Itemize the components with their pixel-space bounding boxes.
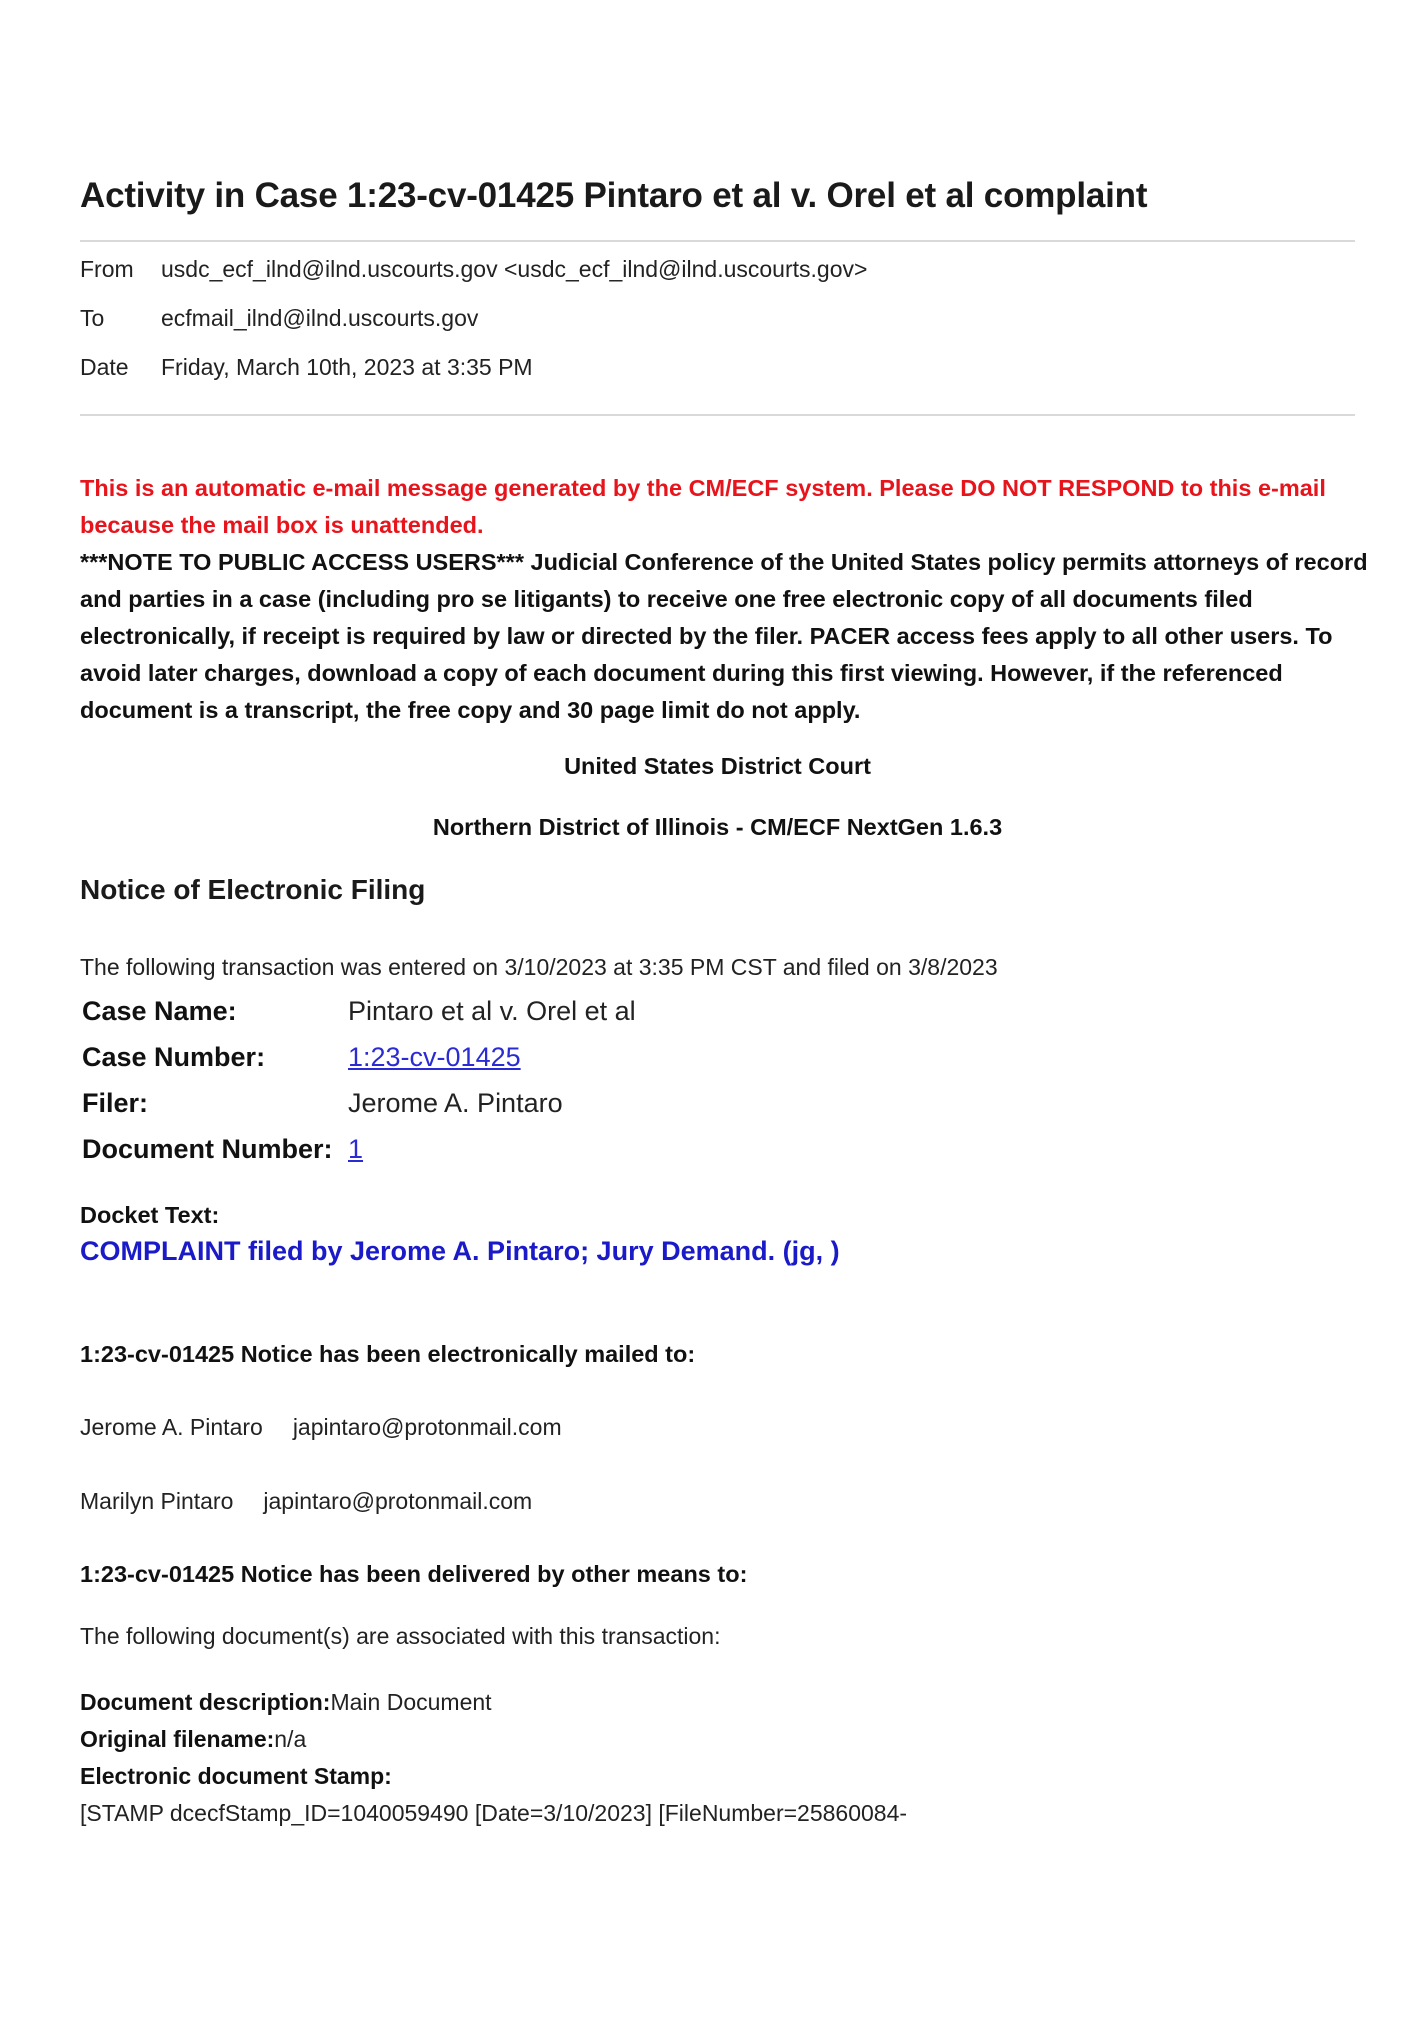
from-row [80,256,867,283]
document-number-link[interactable]: 1 [348,1133,364,1164]
district-name: Northern District of Illinois - CM/ECF NextGen 1.6.3 [432,814,1003,840]
to-label: To [80,305,105,331]
public-access-note: ***NOTE TO PUBLIC ACCESS USERS*** Judicial Conference of the United States policy permits attorneys of record and parties in a case (including pro se litigants) to receive one free electronic copy of all documents filed electronically, if receipt is required by law or directed by the filer. PACER access fees apply to all other users. To avoid later charges, download a copy of each document during this first viewing. However, if the referenced document is a transcript, the free copy and 30 page limit do not apply. [80,549,1368,723]
recipient-row [80,1414,562,1441]
case-name-row [82,988,636,1034]
to-row [80,305,478,332]
electronic-stamp-row [80,1758,907,1795]
electronically-mailed-label: 1:23-cv-01425 Notice has been electronically mailed to: [80,1341,696,1367]
document-number-label: Document Number: [82,1133,333,1164]
email-subject: Activity in Case 1:23-cv-01425 Pintaro et al v. Orel et al complaint [80,176,1148,215]
document-description-value: Main Document [330,1689,492,1715]
recipient-name: Marilyn Pintaro [80,1488,234,1514]
date-value: Friday, March 10th, 2023 at 3:35 PM [161,354,533,380]
transaction-info: The following transaction was entered on 3/10/2023 at 3:35 PM CST and filed on 3/8/2023 [80,954,998,980]
document-description-label: Document description: [80,1689,331,1715]
recipient-email[interactable]: japintaro@protonmail.com [263,1488,533,1514]
from-label: From [80,256,134,282]
original-filename-label: Original filename: [80,1726,275,1752]
document-number-row [82,1126,636,1172]
header-divider-top [80,240,1355,242]
notice-title: Notice of Electronic Filing [80,874,426,905]
case-name-value: Pintaro et al v. Orel et al [348,995,636,1026]
case-name-label: Case Name: [82,995,237,1026]
filer-value: Jerome A. Pintaro [348,1087,563,1118]
associated-documents-text: The following document(s) are associated with this transaction: [80,1623,721,1649]
recipient-email[interactable]: japintaro@protonmail.com [292,1414,562,1440]
electronic-stamp-value: [STAMP dcecfStamp_ID=1040059490 [Date=3/10/2023] [FileNumber=25860084- [80,1800,908,1826]
case-details-table [82,988,636,1172]
original-filename-value: n/a [274,1726,307,1752]
header-divider-bottom [80,414,1355,416]
docket-text: COMPLAINT filed by Jerome A. Pintaro; Jury Demand. (jg, ) [80,1236,840,1266]
case-number-link[interactable]: 1:23-cv-01425 [348,1041,521,1072]
filer-row [82,1080,636,1126]
document-description-row [80,1684,907,1721]
original-filename-row [80,1721,907,1758]
date-label: Date [80,354,129,380]
electronic-stamp-label: Electronic document Stamp: [80,1763,392,1789]
other-means-label: 1:23-cv-01425 Notice has been delivered by other means to: [80,1561,748,1587]
from-address[interactable]: usdc_ecf_ilnd@ilnd.uscourts.gov <usdc_ecf_ilnd@ilnd.uscourts.gov> [161,256,868,282]
filer-label: Filer: [82,1087,149,1118]
document-info [80,1684,907,1832]
recipient-name: Jerome A. Pintaro [80,1414,263,1440]
court-name: United States District Court [564,753,871,779]
to-address[interactable]: ecfmail_ilnd@ilnd.uscourts.gov [161,305,479,331]
date-row [80,354,533,381]
case-number-row [82,1034,636,1080]
docket-text-label: Docket Text: [80,1202,220,1228]
case-number-label: Case Number: [82,1041,266,1072]
recipient-row [80,1488,532,1515]
automatic-message-warning: This is an automatic e-mail message generated by the CM/ECF system. Please DO NOT RESPOND to this e-mail because the mail box is unattended. [80,475,1326,538]
